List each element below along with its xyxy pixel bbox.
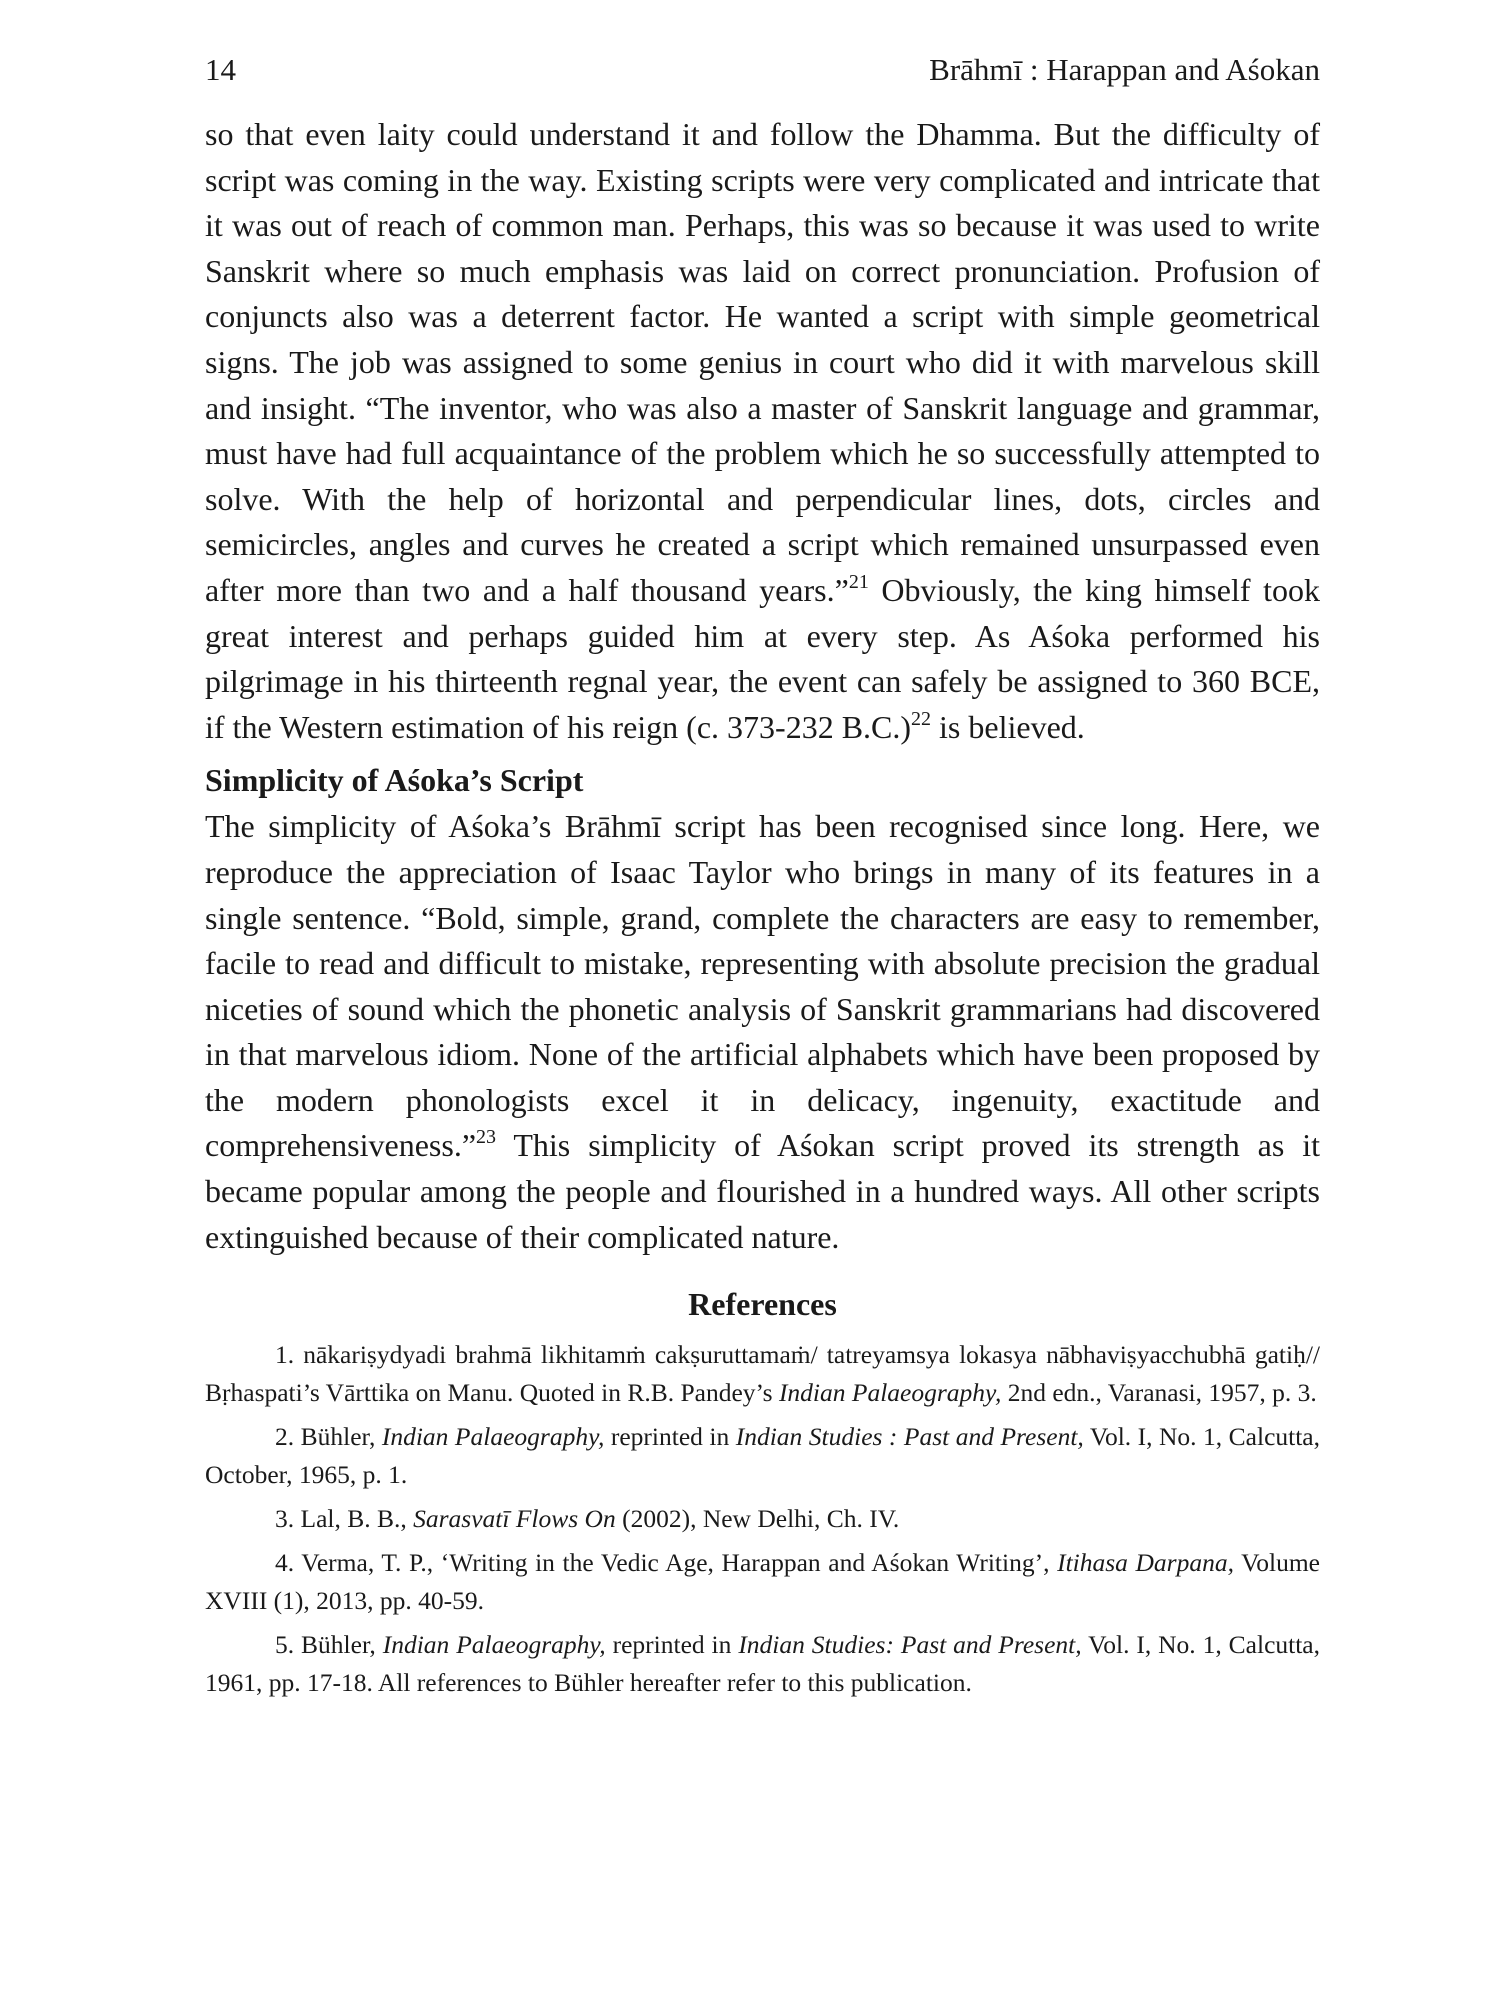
reference-5-text: reprinted in (605, 1630, 739, 1660)
reference-2-title: Indian Palaeography, (381, 1422, 605, 1452)
paragraph-1-text-c: is believed. (931, 708, 1085, 745)
reference-1-details: 2nd edn., Varanasi, 1957, p. 3. (1001, 1378, 1317, 1408)
footnote-ref-21[interactable]: 21 (848, 570, 869, 593)
section-heading: Simplicity of Aśoka’s Script (205, 762, 584, 799)
body-paragraph-1 (205, 112, 1320, 750)
reference-2-details: Vol. I, No. 1, Calcutta, October, 1965, p. 1. (205, 1422, 1321, 1490)
book-page (205, 50, 1320, 1708)
reference-4-details: Volume XVIII (1), 2013, pp. 40-59. (205, 1548, 1320, 1616)
reference-item-1 (205, 1336, 1320, 1412)
page-number: 14 (205, 52, 236, 87)
paragraph-2-text-b: This simplicity of Aśokan script proved its strength as it became popular among the people and flourished in a hundred ways. All other scripts extinguished because of their complicated nature. (205, 1127, 1320, 1255)
reference-5-details: Vol. I, No. 1, Calcutta, 1961, pp. 17-18. All references to Bühler hereafter refer to this publication. (205, 1630, 1320, 1698)
paragraph-1-text-a: so that even laity could understand it and follow the Dhamma. But the difficulty of script was coming in the way. Existing scripts were very complicated and intricate that it was out of reach of common man. Perhaps, this was so because it was used to write Sanskrit where so much emphasis was laid on correct pronunciation. Profusion of conjuncts also was a deterrent factor. He wanted a script with simple geometrical signs. The job was assigned to some genius in court who did it with marvelous skill and insight. “The inventor, who was also a master of Sanskrit language and grammar, must have had full acquaintance of the problem which he so successfully attempted to solve. With the help of horizontal and perpendicular lines, dots, circles and semicircles, angles and curves he created a script which remained unsurpassed even after more than two and a half thousand years.” (205, 116, 1320, 608)
reference-item-5 (205, 1626, 1320, 1702)
reference-3-details: (2002), New Delhi, Ch. IV. (615, 1504, 900, 1534)
reference-2-journal: Indian Studies : Past and Present, (735, 1422, 1084, 1452)
reference-5-author: 5. Bühler, (275, 1630, 383, 1660)
paragraph-2-text-a: The simplicity of Aśoka’s Brāhmī script has been recognised since long. Here, we reproduce the appreciation of Isaac Taylor who brings in many of its features in a single sentence. “Bold, simple, grand, complete the characters are easy to remember, facile to read and difficult to mistake, representing with absolute precision the gradual niceties of sound which the phonetic analysis of Sanskrit grammarians had discovered in that marvelous idiom. None of the artificial alphabets which have been proposed by the modern phonologists excel it in delicacy, ingenuity, exactitude and comprehensiveness.” (205, 808, 1320, 1164)
running-head (205, 50, 1320, 112)
reference-5-journal: Indian Studies: Past and Present, (738, 1630, 1082, 1660)
reference-4-text: 4. Verma, T. P., ‘Writing in the Vedic Age, Harappan and Aśokan Writing’, (275, 1548, 1058, 1578)
references-heading: References (688, 1286, 837, 1323)
footnote-ref-22[interactable]: 22 (911, 707, 932, 730)
reference-2-text: reprinted in (604, 1422, 736, 1452)
reference-list (205, 1336, 1320, 1702)
reference-4-journal: Itihasa Darpana, (1057, 1548, 1234, 1578)
reference-5-title: Indian Palaeography, (382, 1630, 606, 1660)
paragraph-1-text-b: Obviously, the king himself took great interest and perhaps guided him at every step. As Aśoka performed his pilgrimage in his thirteenth regnal year, the event can safely be assigned to 360 BCE, if the Western estimation of his reign (c. 373-232 B.C.) (205, 571, 1321, 745)
body-paragraph-2 (205, 804, 1320, 1260)
reference-3-author: 3. Lal, B. B., (275, 1504, 414, 1534)
reference-item-4 (205, 1544, 1320, 1620)
reference-3-title: Sarasvatī Flows On (413, 1504, 616, 1534)
footnote-ref-23[interactable]: 23 (476, 1126, 497, 1149)
reference-1-text: 1. nākariṣydyadi brahmā likhitamṁ cakṣuruttamaṁ/ tatreyamsya lokasya nābhaviṣyacchubhā gatiḥ// Bṛhaspati’s Vārttika on Manu. Quoted in R.B. Pandey’s (205, 1340, 1320, 1408)
reference-1-title: Indian Palaeography, (778, 1378, 1002, 1408)
reference-item-3 (205, 1500, 1320, 1538)
reference-2-author: 2. Bühler, (275, 1422, 382, 1452)
running-title: Brāhmī : Harappan and Aśokan (929, 52, 1320, 87)
reference-item-2 (205, 1418, 1320, 1494)
